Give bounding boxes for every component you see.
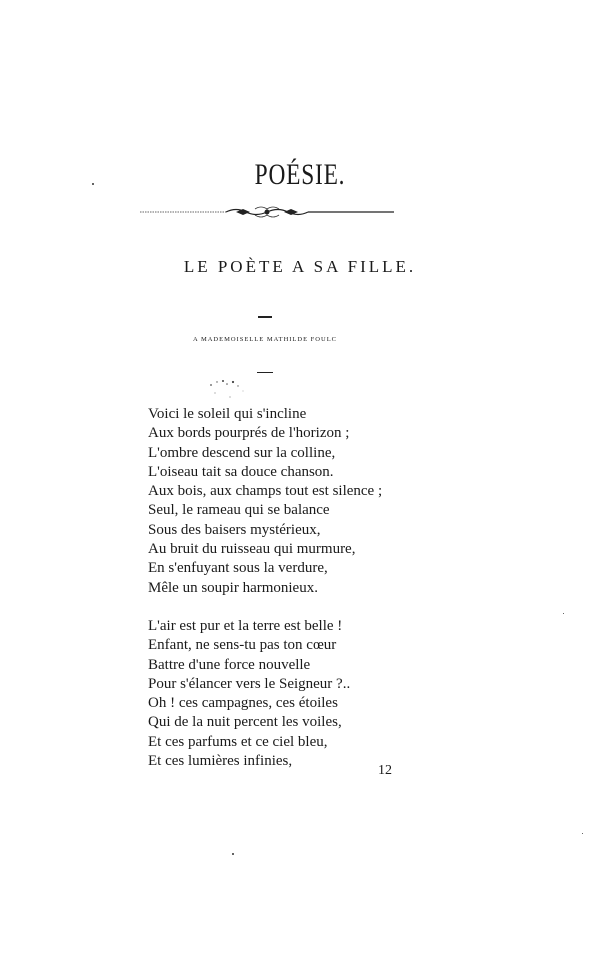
poem-line: Au bruit du ruisseau qui murmure, <box>148 541 356 558</box>
poem-line: L'air est pur et la terre est belle ! <box>148 617 343 634</box>
separator-dash <box>258 316 272 318</box>
paper-speck <box>563 613 564 614</box>
poem-line: Sous des baisers mystérieux, <box>148 521 321 538</box>
poem-line: Pour s'élancer vers le Seigneur ?.. <box>148 675 351 692</box>
page-title: POÉSIE. <box>254 158 346 191</box>
poem-line: L'oiseau tait sa douce chanson. <box>148 463 334 480</box>
poem-line: Oh ! ces campagnes, ces étoiles <box>148 695 338 712</box>
poem-line: Qui de la nuit percent les voiles, <box>148 714 342 731</box>
poem-line: Voici le soleil qui s'incline <box>148 406 307 422</box>
poem-line: Seul, le rameau qui se balance <box>148 502 330 519</box>
poem-line: Et ces lumières infinies, <box>148 753 293 770</box>
poem-line: Battre d'une force nouvelle <box>148 656 311 673</box>
paper-speck <box>92 183 94 185</box>
poem-line: L'ombre descend sur la colline, <box>148 444 336 461</box>
ornament-divider <box>140 204 394 220</box>
dedication: A MADEMOISELLE MATHILDE FOULC <box>192 336 337 343</box>
poem-line: Mêle un soupir harmonieux. <box>148 579 318 596</box>
stanza-2 <box>148 617 382 771</box>
poem-line: Et ces parfums et ce ciel bleu, <box>148 733 328 750</box>
poem-line: Enfant, ne sens-tu pas ton cœur <box>148 637 337 654</box>
poem-line: Aux bords pourprés de l'horizon ; <box>148 425 350 442</box>
poem-line: En s'enfuyant sous la verdure, <box>148 560 328 577</box>
poem-title: LE POÈTE A SA FILLE. <box>183 257 417 276</box>
poem-line: Aux bois, aux champs tout est silence ; <box>148 483 383 500</box>
paper-speck <box>582 833 583 834</box>
paper-speck <box>232 853 234 855</box>
stanza-1 <box>148 405 382 598</box>
page-number: 12 <box>378 763 392 778</box>
poem-body <box>148 405 382 790</box>
